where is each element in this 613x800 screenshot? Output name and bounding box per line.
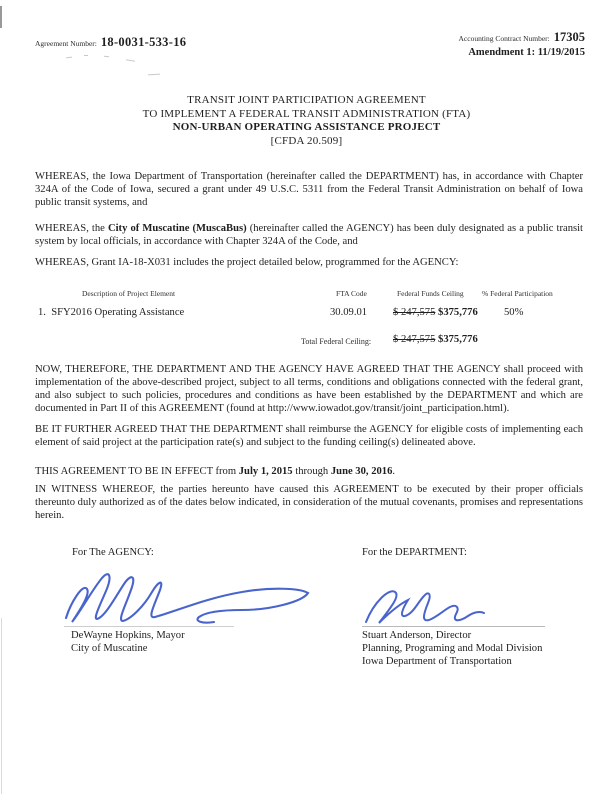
title-line-1: TRANSIT JOINT PARTICIPATION AGREEMENT: [187, 94, 426, 106]
scan-artifact-speck: [66, 57, 72, 59]
title-line-3: NON-URBAN OPERATING ASSISTANCE PROJECT: [172, 121, 441, 133]
department-division: Planning, Programing and Modal Division: [362, 643, 543, 654]
effect-start-date: July 1, 2015: [238, 466, 293, 477]
effect-post: .: [392, 466, 396, 477]
now-therefore-paragraph: NOW, THEREFORE, THE DEPARTMENT AND THE AGENCY HAVE AGREED THAT THE AGENCY shall proceed with implementation of the above-described project, subject to all terms, conditions and obligations connected with the federal grant, and also subject to such policies, procedures and conditions as have been established by the DEPARTMENT and which are documented in Part II of this AGREEMENT (found at http://www.iowadot.gov/transit/joint_participation.html).: [35, 364, 583, 414]
total-federal-ceiling-amount: [393, 334, 478, 345]
table-header-funds-ceiling: Federal Funds Ceiling: [397, 289, 464, 298]
department-signature-image: [358, 584, 488, 628]
table-row-participation: 50%: [504, 307, 524, 318]
effective-period-paragraph: [35, 465, 583, 478]
table-row-fta-code: 30.09.01: [330, 307, 368, 318]
effect-mid: through: [292, 466, 331, 477]
accounting-contract-value: 17305: [553, 30, 585, 44]
title-line-4: [CFDA 20.509]: [270, 134, 343, 147]
agency-signer-name: DeWayne Hopkins, Mayor: [71, 630, 185, 641]
agreement-number-value: 18-0031-533-16: [100, 35, 187, 49]
scan-artifact-edge: [1, 618, 2, 794]
scan-artifact-speck: [84, 55, 88, 56]
in-witness-paragraph: IN WITNESS WHEREOF, the parties hereunto have caused this AGREEMENT to be executed by their proper officials thereunto duly authorized as of the dates below indicated, in consideration of the mutual covenants, promises and representations herein.: [35, 484, 583, 521]
title-line-2: TO IMPLEMENT A FEDERAL TRANSIT ADMINISTRATION (FTA): [142, 107, 471, 120]
table-header-fta-code: FTA Code: [336, 289, 367, 298]
be-it-further-paragraph: BE IT FURTHER AGREED THAT THE DEPARTMENT shall reimburse the AGENCY for eligible costs of implementing each element of said project at the participation rate(s) and subject to the funding ceiling(s) delineated above.: [35, 424, 583, 448]
agency-signature-label: For The AGENCY:: [72, 547, 154, 558]
table-header-description: Description of Project Element: [82, 289, 176, 298]
agency-signature-image: [56, 566, 316, 630]
department-organization: Iowa Department of Transportation: [362, 656, 512, 667]
effect-pre: THIS AGREEMENT TO BE IN EFFECT from: [35, 466, 239, 477]
agency-signature-line: [64, 626, 234, 627]
table-row-description: 1. SFY2016 Operating Assistance: [38, 307, 185, 318]
agreement-number-label: Agreement Number:: [35, 39, 97, 48]
whereas-agency-pre: WHEREAS, the: [35, 223, 108, 234]
total-federal-ceiling-label: Total Federal Ceiling:: [301, 337, 372, 346]
whereas-department-paragraph: WHEREAS, the Iowa Department of Transportation (hereinafter called the DEPARTMENT) has, in accordance with Chapter 324A of the Code of Iowa, secured a grant under 49 U.S.C. 5311 from the Federal Transit Administration on behalf of Iowa public transit systems, and: [35, 171, 583, 208]
accounting-contract-label: Accounting Contract Number:: [458, 34, 550, 43]
whereas-agency-paragraph: [35, 222, 583, 248]
scan-artifact-speck: [104, 56, 109, 58]
table-header-participation: % Federal Participation: [482, 289, 553, 298]
scan-artifact-speck: [126, 59, 135, 62]
whereas-grant-paragraph: WHEREAS, Grant IA-18-X031 includes the project detailed below, programmed for the AGENCY:: [35, 257, 459, 268]
agreement-number-block: [35, 33, 186, 51]
amount-struck: $ 247,575: [393, 307, 436, 318]
total-amount-struck: $ 247,575: [393, 334, 436, 345]
department-signer-name: Stuart Anderson, Director: [362, 630, 472, 641]
table-row-amount: [393, 307, 478, 318]
department-signature-label: For the DEPARTMENT:: [362, 547, 467, 558]
total-amount-revised: $375,776: [438, 334, 478, 345]
agency-name-bold: City of Muscatine (MuscaBus): [107, 223, 247, 234]
agency-organization: City of Muscatine: [71, 643, 148, 654]
effect-end-date: June 30, 2016: [330, 466, 393, 477]
amount-revised: $375,776: [438, 307, 478, 318]
amendment-line: Amendment 1: 11/19/2015: [468, 47, 585, 58]
scan-artifact-speck: [148, 74, 160, 76]
document-title: [0, 94, 613, 148]
scan-artifact-corner: [0, 6, 2, 28]
whereas-agency-post: (hereinafter called the AGENCY) has been duly designated as a public transit system by local officials, in accordance with Chapter 324A of the Code, and: [35, 223, 583, 247]
accounting-contract-block: [459, 30, 585, 60]
department-signature-line: [362, 626, 545, 627]
